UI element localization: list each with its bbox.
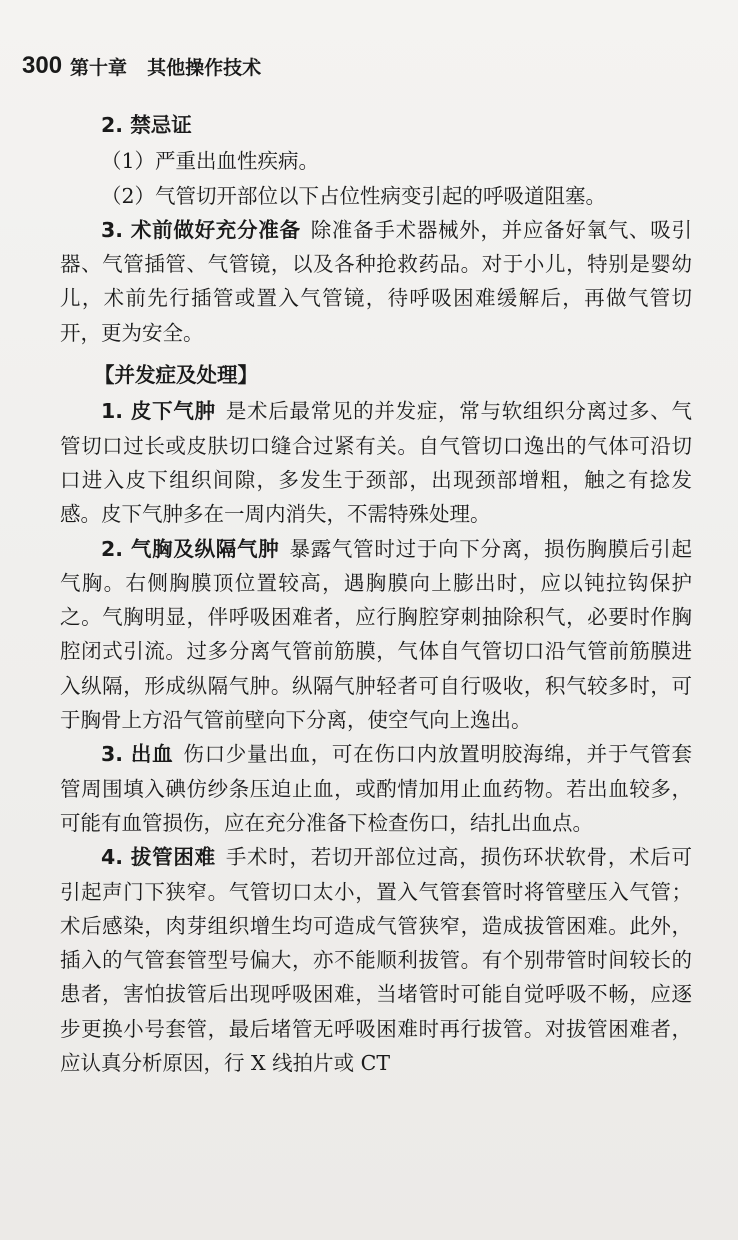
complication-text-1: 是术后最常见的并发症，常与软组织分离过多、气管切口过长或皮肤切口缝合过紧有关。自气管切口逸出的气体可沿切口进入皮下组织间隙，多发生于颈部，出现颈部增粗，触之有捻发感。皮下气肿多在一周内消失，不需特殊处理。 xyxy=(60,399,692,527)
chapter-label: 第十章 xyxy=(70,56,128,79)
page-body xyxy=(60,106,692,1080)
complication-paragraph-4 xyxy=(60,840,692,1080)
complication-heading-4: 4. 拔管困难 xyxy=(101,845,216,870)
complication-text-2: 暴露气管时过于向下分离，损伤胸膜后引起气胸。右侧胸膜顶位置较高，遇胸膜向上膨出时，应以钝拉钩保护之。气胸明显，伴呼吸困难者，应行胸腔穿刺抽除积气，必要时作胸腔闭式引流。过多分离气管前筋膜，气体自气管切口沿气管前筋膜进入纵隔，形成纵隔气肿。纵隔气肿轻者可自行吸收，积气较多时，可于胸骨上方沿气管前壁向下分离，使空气向上逸出。 xyxy=(60,536,692,733)
contraindications-heading: 2. 禁忌证 xyxy=(101,113,192,137)
contraindication-item-1: （1）严重出血性疾病。 xyxy=(101,149,320,174)
preparation-paragraph xyxy=(60,213,692,350)
running-header xyxy=(22,46,261,86)
preparation-text: 除准备手术器械外，并应备好氧气、吸引器、气管插管、气管镜，以及各种抢救药品。对于小儿，特别是婴幼儿，术前先行插管或置入气管镜，待呼吸困难缓解后，再做气管切开，更为安全。 xyxy=(60,217,692,345)
complication-text-3: 伤口少量出血，可在伤口内放置明胶海绵，并于气管套管周围填入碘仿纱条压迫止血，或酌情加用止血药物。若出血较多，可能有血管损伤，应在充分准备下检查伤口，结扎出血点。 xyxy=(60,742,692,835)
complication-paragraph-2 xyxy=(60,532,692,738)
chapter-title: 其他操作技术 xyxy=(147,56,262,79)
complication-heading-1: 1. 皮下气肿 xyxy=(101,399,216,424)
complication-heading-2: 2. 气胸及纵隔气肿 xyxy=(101,536,280,561)
complication-paragraph-3 xyxy=(60,737,692,840)
complication-paragraph-1 xyxy=(60,394,692,531)
complication-text-4: 手术时，若切开部位过高，损伤环状软骨，术后可引起声门下狭窄。气管切口太小，置入气管套管时将管壁压入气管；术后感染，肉芽组织增生均可造成气管狭窄，造成拔管困难。此外，插入的气管套管型号偏大，亦不能顺利拔管。有个别带管时间较长的患者，害怕拔管后出现呼吸困难，当堵管时可能自觉呼吸不畅，应逐步更换小号套管，最后堵管无呼吸困难时再行拔管。对拔管困难者，应认真分析原因，行 X 线拍片或 CT xyxy=(60,845,692,1076)
complications-section-title: 【并发症及处理】 xyxy=(94,363,258,388)
preparation-heading: 3. 术前做好充分准备 xyxy=(101,217,301,242)
contraindication-item-2: （2）气管切开部位以下占位性病变引起的呼吸道阻塞。 xyxy=(101,183,607,208)
page-number: 300 xyxy=(22,52,63,79)
complication-heading-3: 3. 出血 xyxy=(101,742,174,767)
